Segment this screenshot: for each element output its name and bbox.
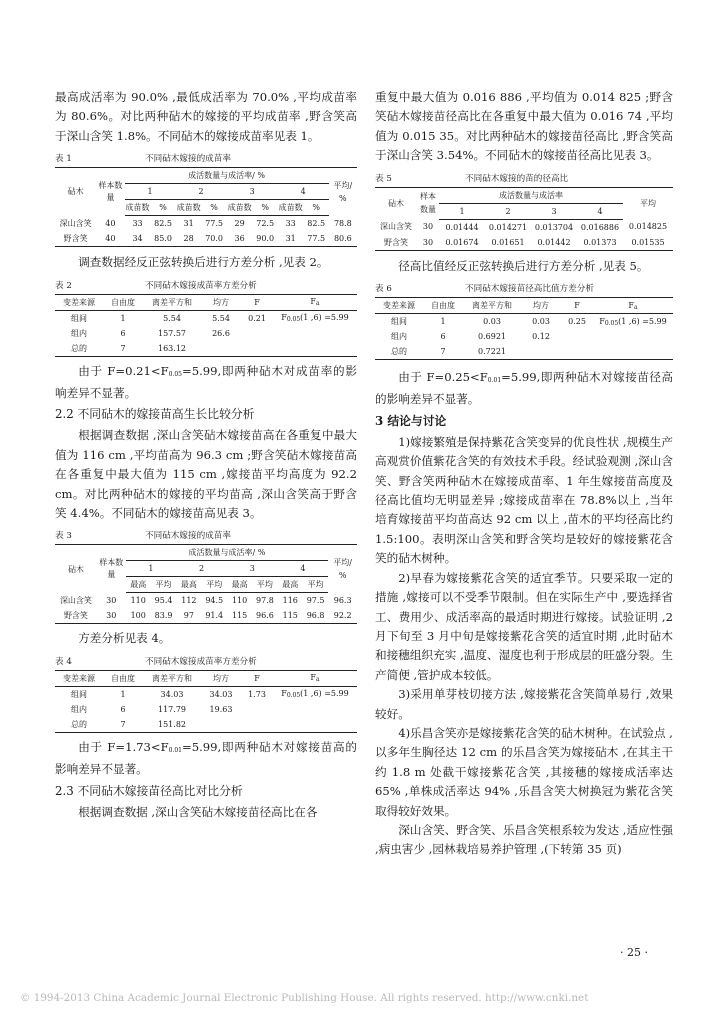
paragraph: 径高比值经反正弦转换后进行方差分析 ,见表 5。 bbox=[398, 258, 649, 273]
table-row bbox=[55, 593, 357, 609]
cell: 110 bbox=[130, 596, 146, 606]
th-stock: 砧木 bbox=[67, 564, 84, 574]
th: F bbox=[241, 670, 273, 686]
cell: 36 bbox=[234, 234, 245, 244]
cell: 0.01442 bbox=[537, 237, 571, 247]
th-rep: 3 bbox=[227, 561, 278, 577]
table-row bbox=[375, 329, 673, 344]
th-rep: 2 bbox=[485, 203, 531, 219]
paragraph bbox=[55, 738, 357, 780]
paragraph: 重复中最大值为 0.016 886 ,平均值为 0.014 825 ;野含笑砧木嫁接苗径高比在各重复中最大值为 0.016 74 ,平均值为 0.015 35。对比两种砧木的嫁接苗径高比 ,野含笑高于深山含笑 3.54%。不同砧木的嫁接苗径高比见表 3。 bbox=[375, 90, 673, 163]
table-title: 不同砧木嫁接成苗率方差分析 bbox=[145, 280, 257, 291]
cell: 34.03 bbox=[209, 689, 233, 699]
cell bbox=[561, 329, 593, 344]
th bbox=[593, 298, 673, 314]
cell-text: F bbox=[599, 316, 605, 326]
cell: 70.0 bbox=[205, 234, 223, 244]
table-title: 不同砧木嫁接的苗的径高比 bbox=[465, 173, 569, 184]
th-mean: 平均 bbox=[151, 577, 176, 593]
cell bbox=[521, 344, 561, 360]
table-row bbox=[375, 235, 673, 251]
th-mean: 平均 bbox=[303, 577, 328, 593]
cell bbox=[273, 717, 357, 733]
th-mean: 平均 bbox=[202, 577, 227, 593]
cell: 深山含笑 bbox=[59, 218, 92, 228]
cell: 野含笑 bbox=[63, 611, 88, 621]
cell: 78.8 bbox=[333, 218, 352, 228]
cell: 1.73 bbox=[248, 689, 266, 699]
cell: 7 bbox=[440, 347, 446, 357]
cell: 0.01444 bbox=[445, 222, 479, 232]
th-stock: 砧木 bbox=[388, 198, 404, 208]
th: 自由度 bbox=[103, 294, 143, 310]
cell: 19.63 bbox=[209, 704, 233, 714]
cell: 组间 bbox=[71, 313, 87, 323]
th-average: 平均/ % bbox=[333, 180, 353, 203]
table-row bbox=[55, 341, 357, 357]
cell: 34 bbox=[132, 234, 143, 244]
cell: 0.03 bbox=[483, 317, 501, 327]
cell bbox=[593, 329, 673, 344]
subscript: a bbox=[315, 676, 320, 684]
th bbox=[273, 670, 357, 686]
cell: 组间 bbox=[391, 317, 407, 327]
cell: 31 bbox=[285, 234, 296, 244]
subscript: a bbox=[633, 303, 638, 311]
th-count: 成苗数 bbox=[125, 200, 151, 216]
paragraph: 根据调查数据 ,深山含笑砧木嫁接苗高在各重复中最大值为 116 cm ,平均苗高为 96.3 cm ;野含笑砧木嫁接苗高在各重复中最大值为 115 cm ,嫁接苗平均高度为 92.2 cm。对比两种砧木的嫁接的平均苗高 ,深山含笑高于野含笑 4.4%。不同砧木的嫁接苗高见表 3。 bbox=[55, 428, 357, 521]
cell: 95.4 bbox=[154, 596, 173, 606]
cell: 组内 bbox=[71, 328, 87, 338]
cell: 116 bbox=[282, 596, 298, 606]
cell: 0.01651 bbox=[491, 237, 525, 247]
th-rep: 1 bbox=[126, 561, 177, 577]
th-rep: 3 bbox=[227, 184, 278, 200]
cell: 28 bbox=[183, 234, 194, 244]
cell-text: (1 ,6) =5.99 bbox=[300, 313, 349, 323]
cell: 深山含笑 bbox=[59, 596, 92, 606]
th: 变差来源 bbox=[55, 294, 103, 310]
table-row bbox=[55, 216, 357, 232]
table-number: 表 4 bbox=[55, 656, 72, 667]
cell bbox=[201, 341, 241, 357]
table-row bbox=[375, 219, 673, 235]
cell: 5.54 bbox=[212, 313, 230, 323]
conclusion-4: 4)乐昌含笑亦是嫁接紫花含笑的砧木树种。在试验点 ,以多年生胸径达 12 cm 的乐昌含笑为嫁接砧木 ,在其主干约 1.8 m 处截干嫁接紫花含笑 ,其接穗的嫁接成活率达 65% ,单株成活率达 94% ,乐昌含笑大树换冠为紫花含笑取得较好效果。 bbox=[375, 725, 673, 818]
cell: 94.5 bbox=[205, 596, 224, 606]
text-run: =5.99,即两种砧木对成苗率的影响差异不显著。 bbox=[55, 363, 357, 401]
paragraph bbox=[55, 362, 357, 404]
cell: 33 bbox=[132, 219, 143, 229]
cell: 6 bbox=[440, 332, 446, 342]
text-run: 由于 F=1.73<F bbox=[78, 739, 169, 754]
th bbox=[273, 294, 357, 310]
th-pct: % bbox=[304, 200, 329, 216]
cell: 1 bbox=[120, 689, 126, 699]
cell bbox=[241, 341, 273, 357]
th-group: 成活数量与成活率 bbox=[439, 187, 623, 203]
cell: 0.7221 bbox=[478, 347, 506, 357]
th-count: 成苗数 bbox=[176, 200, 202, 216]
cell-text: (1 ,6) =5.99 bbox=[618, 316, 667, 326]
subscript: 0.05 bbox=[168, 370, 182, 378]
th-rep: 4 bbox=[278, 561, 329, 577]
th-max: 最高 bbox=[126, 577, 151, 593]
table-row bbox=[55, 608, 357, 624]
cell: 33 bbox=[285, 219, 296, 229]
table-6 bbox=[375, 297, 673, 360]
cell: 82.5 bbox=[154, 219, 172, 229]
th: 均方 bbox=[201, 670, 241, 686]
th-text: F bbox=[310, 673, 316, 683]
left-column bbox=[55, 88, 357, 822]
cell: 34.03 bbox=[160, 689, 184, 699]
cell: 30 bbox=[422, 237, 434, 247]
cell bbox=[273, 310, 357, 326]
section-heading-2-2: 2.2 不同砧木的嫁接苗高生长比较分析 bbox=[55, 407, 255, 422]
text-run: =5.99,即两种砧木对嫁接苗径高的影响差异不显著。 bbox=[375, 370, 673, 407]
th-rep: 4 bbox=[278, 184, 329, 200]
cell: 157.57 bbox=[158, 328, 186, 338]
cell: 0.01373 bbox=[583, 237, 617, 247]
cell: 96.8 bbox=[306, 611, 325, 621]
conclusion-2: 2)早春为嫁接紫花含笑的适宜季节。只要采取一定的措施 ,嫁接可以不受季节限制。但在实际生产中 ,要选择省工、费用少、成活率高的最适时期进行嫁接。试验证明 ,2 月下旬至 3 月中旬是嫁接紫花含笑的适宜时期 ,此时砧木和接穗组织充实 ,温度、湿度也利于形成层的旺盛分裂。生产简便 ,管护成本较低。 bbox=[375, 570, 673, 682]
table-3 bbox=[55, 544, 357, 624]
th-sample: 样本数量 bbox=[420, 192, 436, 215]
cell: 163.12 bbox=[158, 343, 186, 353]
text-run: 由于 F=0.25<F bbox=[398, 370, 488, 385]
th: 自由度 bbox=[423, 298, 463, 314]
th-pct: % bbox=[253, 200, 278, 216]
conclusion-3: 3)采用单芽枝切接方法 ,嫁接紫花含笑简单易行 ,效果较好。 bbox=[375, 687, 673, 721]
table-caption bbox=[55, 655, 357, 667]
th-pct: % bbox=[151, 200, 176, 216]
th-text: F bbox=[628, 300, 634, 310]
th-count: 成苗数 bbox=[227, 200, 253, 216]
th-sample: 样本数量 bbox=[98, 180, 123, 202]
cell: 0.25 bbox=[568, 317, 586, 327]
th: 离差平方和 bbox=[143, 670, 201, 686]
cell: 29 bbox=[234, 219, 245, 229]
th-average: 平均/ % bbox=[333, 558, 352, 581]
cell: 96.3 bbox=[333, 596, 352, 606]
th: 均方 bbox=[521, 298, 561, 314]
cell: 7 bbox=[120, 719, 126, 729]
cell: 72.5 bbox=[256, 219, 275, 229]
subscript: 0.05 bbox=[604, 319, 619, 327]
table-caption bbox=[375, 282, 673, 294]
cell: 1 bbox=[440, 317, 446, 327]
cell: 30 bbox=[422, 222, 434, 232]
paragraph bbox=[375, 368, 673, 410]
table-caption bbox=[375, 172, 673, 184]
th-stock: 砧木 bbox=[67, 187, 84, 197]
cell: 97.5 bbox=[306, 596, 325, 606]
subscript: 0.01 bbox=[168, 746, 182, 754]
cell: 92.2 bbox=[333, 611, 352, 621]
cell: 100 bbox=[130, 611, 146, 621]
th-rep: 1 bbox=[125, 184, 176, 200]
cell: 117.79 bbox=[158, 704, 186, 714]
cell: 6 bbox=[120, 704, 126, 714]
table-row bbox=[55, 231, 357, 247]
table-title: 不同砧木嫁接的成苗率 bbox=[145, 154, 231, 165]
cell bbox=[273, 702, 357, 717]
cell bbox=[241, 326, 273, 341]
table-caption bbox=[55, 279, 357, 291]
cell: 野含笑 bbox=[63, 234, 88, 244]
th-pct: % bbox=[202, 200, 227, 216]
cell: 总的 bbox=[71, 343, 87, 353]
cell: 总的 bbox=[71, 719, 87, 729]
cell bbox=[241, 702, 273, 717]
table-2 bbox=[55, 294, 357, 357]
th: 变差来源 bbox=[55, 670, 103, 686]
cell: 0.01535 bbox=[631, 237, 665, 247]
paragraph: 最高成活率为 90.0% ,最低成活率为 70.0% ,平均成苗率为 80.6%。对比两种砧木的嫁接的平均成苗率 ,野含笑高于深山含笑 1.8%。不同砧木的嫁接成苗率见表 1。 bbox=[55, 90, 357, 143]
th-rep: 3 bbox=[531, 203, 577, 219]
table-row bbox=[55, 702, 357, 717]
cell: 0.01674 bbox=[445, 237, 479, 247]
section-heading-3: 3 结论与讨论 bbox=[375, 413, 447, 428]
subscript: a bbox=[315, 300, 320, 308]
subscript: 0.05 bbox=[286, 692, 301, 700]
cell: 野含笑 bbox=[384, 237, 408, 247]
cell: 26.6 bbox=[212, 328, 230, 338]
cell: 组内 bbox=[71, 704, 87, 714]
table-number: 表 5 bbox=[375, 173, 392, 184]
th-rep: 2 bbox=[176, 561, 227, 577]
table-row bbox=[55, 717, 357, 733]
cell: 6 bbox=[120, 328, 126, 338]
table-1 bbox=[55, 167, 357, 247]
paragraph: 根据调查数据 ,深山含笑砧木嫁接苗径高比在各 bbox=[78, 804, 318, 819]
table-title: 不同砧木嫁接苗径高比值方差分析 bbox=[465, 284, 594, 295]
section-heading-2-3: 2.3 不同砧木嫁接苗径高比对比分析 bbox=[55, 783, 243, 798]
cell-text: F bbox=[281, 689, 287, 699]
cell: 97.8 bbox=[256, 596, 274, 606]
cell: 0.03 bbox=[532, 317, 550, 327]
paragraph: 方差分析见表 4。 bbox=[78, 631, 171, 646]
cell: 96.6 bbox=[256, 611, 274, 621]
th-rep: 2 bbox=[176, 184, 227, 200]
cell: 5.54 bbox=[163, 313, 181, 323]
th-group: 成活数量与成活率/ % bbox=[125, 168, 329, 184]
table-row bbox=[55, 686, 357, 702]
cell-text: (1 ,6) =5.99 bbox=[300, 689, 349, 699]
cell: 77.5 bbox=[205, 219, 223, 229]
cell: 90.0 bbox=[256, 234, 275, 244]
cell: 7 bbox=[120, 343, 126, 353]
th-count: 成苗数 bbox=[278, 200, 304, 216]
th-rep: 4 bbox=[577, 203, 623, 219]
th: F bbox=[241, 294, 273, 310]
cell bbox=[593, 314, 673, 330]
th: F bbox=[561, 298, 593, 314]
cell: 30 bbox=[106, 596, 117, 606]
cell bbox=[273, 341, 357, 357]
cell: 115 bbox=[231, 611, 248, 621]
th-max: 最高 bbox=[176, 577, 201, 593]
table-4 bbox=[55, 670, 357, 733]
copyright-watermark: © 1994-2013 China Academic Journal Electronic Publishing House. All rights reserved. http://www.cnki.net bbox=[20, 992, 589, 1004]
cell-text: F bbox=[281, 313, 287, 323]
conclusion-5: 深山含笑、野含笑、乐昌含笑根系较为发达 ,适应性强 ,病虫害少 ,园林栽培易养护管理 ,(下转第 35 页) bbox=[375, 822, 673, 857]
table-caption bbox=[55, 529, 357, 541]
table-row bbox=[55, 310, 357, 326]
th: 离差平方和 bbox=[463, 298, 521, 314]
cell: 0.014825 bbox=[628, 222, 668, 232]
cell: 1 bbox=[120, 313, 126, 323]
cell bbox=[273, 326, 357, 341]
table-caption bbox=[55, 152, 357, 164]
table-row bbox=[55, 326, 357, 341]
cell: 30 bbox=[106, 611, 117, 621]
cell: 80.6 bbox=[333, 234, 352, 244]
th-group: 成活数量与成活率/ % bbox=[126, 545, 329, 561]
table-row bbox=[375, 314, 673, 330]
cell: 85.0 bbox=[154, 234, 172, 244]
cell: 0.12 bbox=[532, 332, 550, 342]
table-number: 表 3 bbox=[55, 531, 72, 542]
cell: 组间 bbox=[71, 689, 87, 699]
cell: 97 bbox=[183, 611, 194, 621]
cell bbox=[273, 686, 357, 702]
th: 变差来源 bbox=[375, 298, 423, 314]
paragraph: 调查数据经反正弦转换后进行方差分析 ,见表 2。 bbox=[78, 255, 329, 270]
cell bbox=[201, 717, 241, 733]
cell: 0.014271 bbox=[488, 222, 528, 232]
cell: 82.5 bbox=[307, 219, 326, 229]
cell: 组内 bbox=[391, 332, 407, 342]
text-run: =5.99,即两种砧木对嫁接苗高的影响差异不显著。 bbox=[55, 739, 357, 777]
subscript: 0.01 bbox=[487, 377, 502, 385]
cell: 0.6921 bbox=[478, 332, 506, 342]
table-number: 表 6 bbox=[375, 284, 392, 295]
cell: 0.016886 bbox=[580, 222, 620, 232]
right-column bbox=[375, 88, 673, 860]
cell: 深山含笑 bbox=[380, 222, 412, 232]
cell: 40 bbox=[105, 234, 116, 244]
cell: 115 bbox=[282, 611, 298, 621]
table-5 bbox=[375, 187, 673, 251]
table-row bbox=[375, 344, 673, 360]
th-sample: 样本数量 bbox=[99, 558, 124, 580]
cell: 110 bbox=[231, 596, 248, 606]
cell: 0.21 bbox=[248, 313, 266, 323]
th: 均方 bbox=[201, 294, 241, 310]
cell: 91.4 bbox=[205, 611, 224, 621]
cell bbox=[561, 344, 593, 360]
table-title: 不同砧木嫁接的成苗率 bbox=[145, 531, 231, 542]
th-text: F bbox=[310, 297, 316, 307]
table-number: 表 1 bbox=[55, 154, 72, 165]
th-max: 最高 bbox=[278, 577, 303, 593]
th-max: 最高 bbox=[227, 577, 252, 593]
cell bbox=[241, 717, 273, 733]
cell: 77.5 bbox=[307, 234, 326, 244]
subscript: 0.05 bbox=[286, 316, 301, 324]
cell bbox=[593, 344, 673, 360]
cell: 151.82 bbox=[158, 719, 186, 729]
cell: 0.013704 bbox=[534, 222, 574, 232]
th-average: 平均 bbox=[640, 198, 656, 208]
table-title: 不同砧木嫁接成苗率方差分析 bbox=[145, 656, 257, 667]
th: 自由度 bbox=[103, 670, 143, 686]
cell: 40 bbox=[105, 218, 116, 228]
conclusion-1: 1)嫁接繁殖是保持紫花含笑变异的优良性状 ,规模生产高观赏价值紫花含笑的有效技术手段。经试验观测 ,深山含笑、野含笑两种砧木在嫁接成苗率、1 年生嫁接苗高度及径高比值均无明显差异 ;嫁接成苗率在 78.8%以上 ,当年培育嫁接苗平均苗高达 92 cm 以上 ,苗木的平均径高比约 1.5:100。表明深山含笑和野含笑均是较好的嫁接紫花含笑的砧木树种。 bbox=[375, 434, 673, 566]
cell: 31 bbox=[183, 219, 194, 229]
th: 离差平方和 bbox=[143, 294, 201, 310]
cell: 83.9 bbox=[154, 611, 173, 621]
cell: 112 bbox=[181, 596, 197, 606]
page-number: · 25 · bbox=[620, 946, 648, 959]
th-rep: 1 bbox=[439, 203, 485, 219]
table-number: 表 2 bbox=[55, 280, 72, 291]
th-mean: 平均 bbox=[252, 577, 277, 593]
cell: 总的 bbox=[391, 347, 407, 357]
text-run: 由于 F=0.21<F bbox=[78, 363, 169, 378]
